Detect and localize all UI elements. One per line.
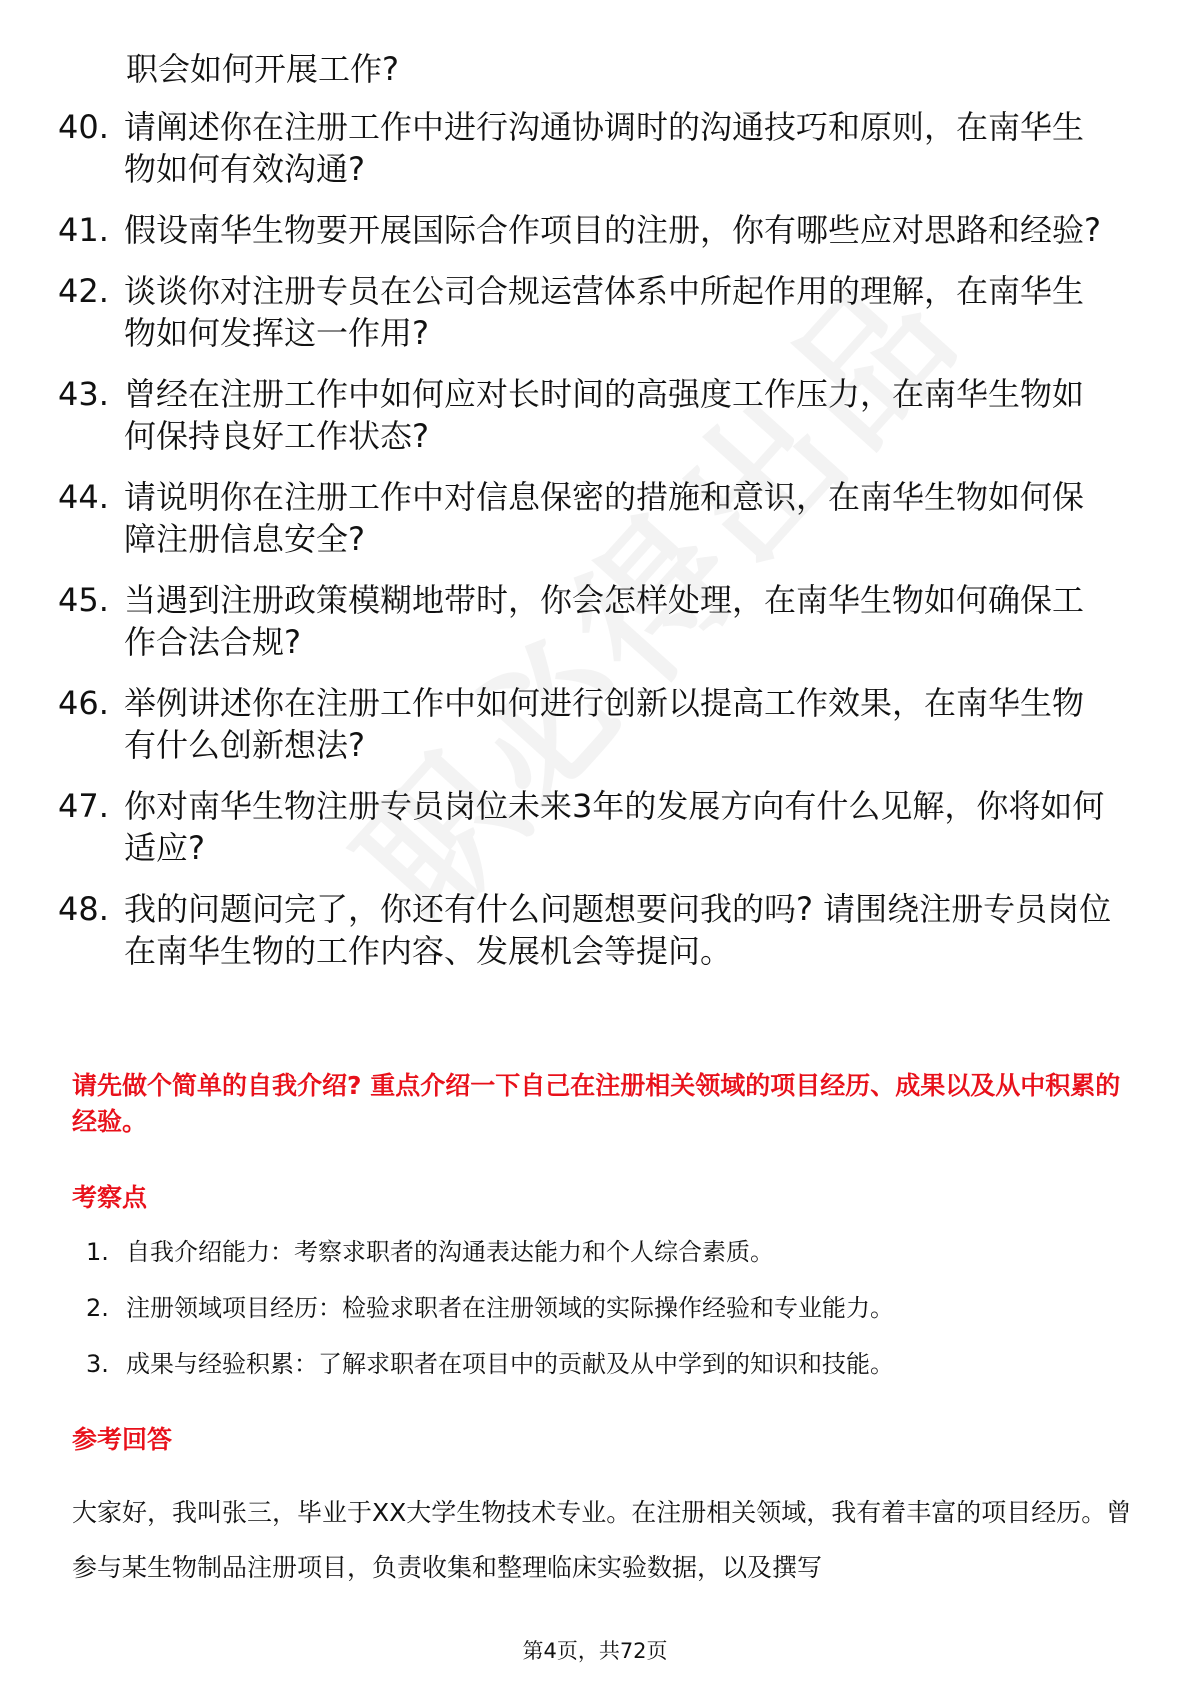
question-text: 你对南华生物注册专员岗位未来3年的发展方向有什么见解，你将如何适应? (124, 787, 1105, 867)
question-text: 我的问题问完了，你还有什么问题想要问我的吗? 请围绕注册专员岗位在南华生物的工作内容、发展机会等提问。 (124, 890, 1112, 970)
question-number: 41. (58, 211, 109, 249)
point-text: 注册领域项目经历：检验求职者在注册领域的实际操作经验和专业能力。 (126, 1294, 894, 1322)
question-continuation: 职会如何开展工作? (126, 50, 399, 88)
question-item (0, 373, 1190, 457)
question-text: 谈谈你对注册专员在公司合规运营体系中所起作用的理解，在南华生物如何发挥这一作用? (124, 272, 1085, 352)
point-text: 自我介绍能力：考察求职者的沟通表达能力和个人综合素质。 (126, 1238, 774, 1266)
question-item (0, 476, 1190, 560)
list-item (86, 1235, 1126, 1269)
question-text: 请阐述你在注册工作中进行沟通协调时的沟通技巧和原则，在南华生物如何有效沟通? (124, 108, 1085, 188)
point-number: 2. (86, 1294, 109, 1322)
question-item (0, 785, 1190, 869)
list-item (86, 1291, 1126, 1325)
question-number: 40. (58, 108, 109, 146)
question-item (0, 270, 1190, 354)
question-item (0, 579, 1190, 663)
question-list (0, 48, 1190, 991)
page-footer: 第4页，共72页 (522, 1639, 668, 1663)
assessment-heading: 考察点 (72, 1183, 148, 1212)
question-number: 46. (58, 684, 109, 722)
question-number: 42. (58, 272, 109, 310)
reference-heading: 参考回答 (72, 1425, 173, 1454)
question-item (0, 888, 1190, 972)
question-item (0, 106, 1190, 190)
point-number: 1. (86, 1238, 109, 1266)
question-text: 举例讲述你在注册工作中如何进行创新以提高工作效果，在南华生物有什么创新想法? (124, 684, 1085, 764)
question-number: 47. (58, 787, 109, 825)
question-item (0, 682, 1190, 766)
question-number: 48. (58, 890, 109, 928)
list-item (86, 1347, 1126, 1381)
question-text: 请说明你在注册工作中对信息保密的措施和意识，在南华生物如何保障注册信息安全? (124, 478, 1085, 558)
question-text: 当遇到注册政策模糊地带时，你会怎样处理，在南华生物如何确保工作合法合规? (124, 581, 1085, 661)
question-number: 45. (58, 581, 109, 619)
question-text: 曾经在注册工作中如何应对长时间的高强度工作压力，在南华生物如何保持良好工作状态? (124, 375, 1085, 455)
reference-answer: 大家好，我叫张三，毕业于XX大学生物技术专业。在注册相关领域，我有着丰富的项目经历。曾参与某生物制品注册项目，负责收集和整理临床实验数据，以及撰写 (72, 1498, 1132, 1582)
assessment-points (86, 1235, 1126, 1403)
point-number: 3. (86, 1350, 109, 1378)
featured-question: 请先做个简单的自我介绍? 重点介绍一下自己在注册相关领域的项目经历、成果以及从中积累的经验。 (72, 1071, 1121, 1136)
question-number: 44. (58, 478, 109, 516)
question-item (0, 209, 1190, 251)
point-text: 成果与经验积累：了解求职者在项目中的贡献及从中学到的知识和技能。 (126, 1350, 894, 1378)
question-number: 43. (58, 375, 109, 413)
question-text: 假设南华生物要开展国际合作项目的注册，你有哪些应对思路和经验? (124, 211, 1101, 249)
